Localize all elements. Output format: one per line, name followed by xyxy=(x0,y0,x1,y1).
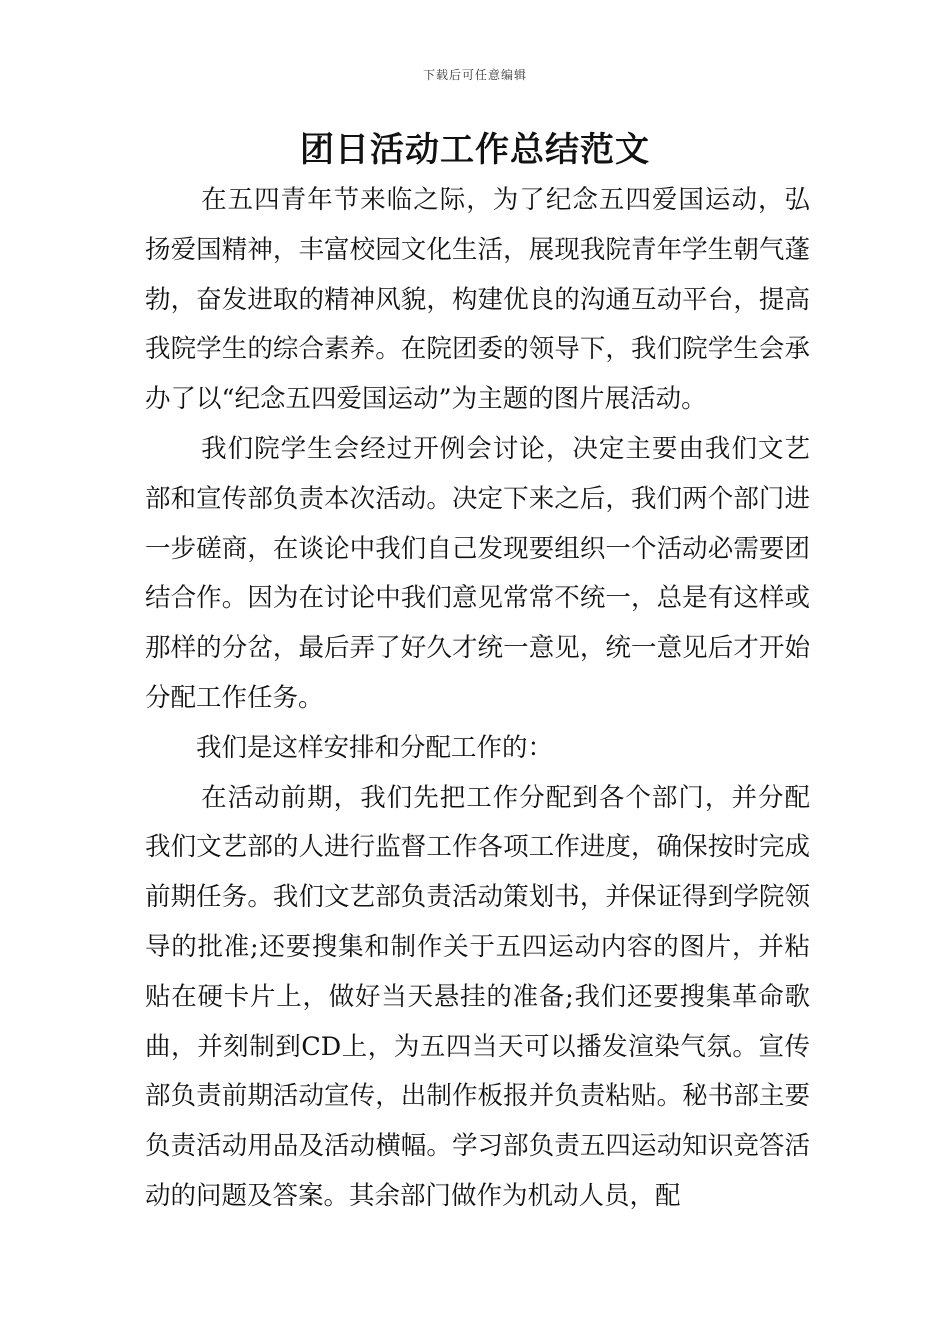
paragraph-4: 在活动前期，我们先把工作分配到各个部门，并分配我们文艺部的人进行监督工作各项工作进度，确保按时完成前期任务。我们文艺部负责活动策划书，并保证得到学院领导的批准;还要搜集和制作关于五四运动内容的图片，并粘贴在硬卡片上，做好当天悬挂的准备;我们还要搜集革命歌曲，并刻制到CD上，为五四当天可以播发渲染气氛。宣传部负责前期活动宣传，出制作板报并负责粘贴。秘书部主要负责活动用品及活动横幅。学习部负责五四运动知识竞答活动的问题及答案。其余部门做作为机动人员，配 xyxy=(145,782,810,1211)
header-note: 下载后可任意编辑 xyxy=(422,68,527,82)
document-body xyxy=(145,176,810,1222)
document-title: 团日活动工作总结范文 xyxy=(300,130,650,170)
paragraph-3: 我们是这样安排和分配工作的： xyxy=(196,732,554,763)
paragraph-1: 在五四青年节来临之际，为了纪念五四爱国运动，弘扬爱国精神，丰富校园文化生活，展现我院青年学生朝气蓬勃，奋发进取的精神风貌，构建优良的沟通互动平台，提高我院学生的综合素养。在院团委的领导下，我们院学生会承办了以“纪念五四爱国运动”为主题的图片展活动。 xyxy=(145,185,810,415)
paragraph-2: 我们院学生会经过开例会讨论，决定主要由我们文艺部和宣传部负责本次活动。决定下来之后，我们两个部门进一步磋商，在谈论中我们自己发现要组织一个活动必需要团结合作。因为在讨论中我们意见常常不统一，总是有这样或那样的分岔，最后弄了好久才统一意见，统一意见后才开始分配工作任务。 xyxy=(145,433,810,713)
